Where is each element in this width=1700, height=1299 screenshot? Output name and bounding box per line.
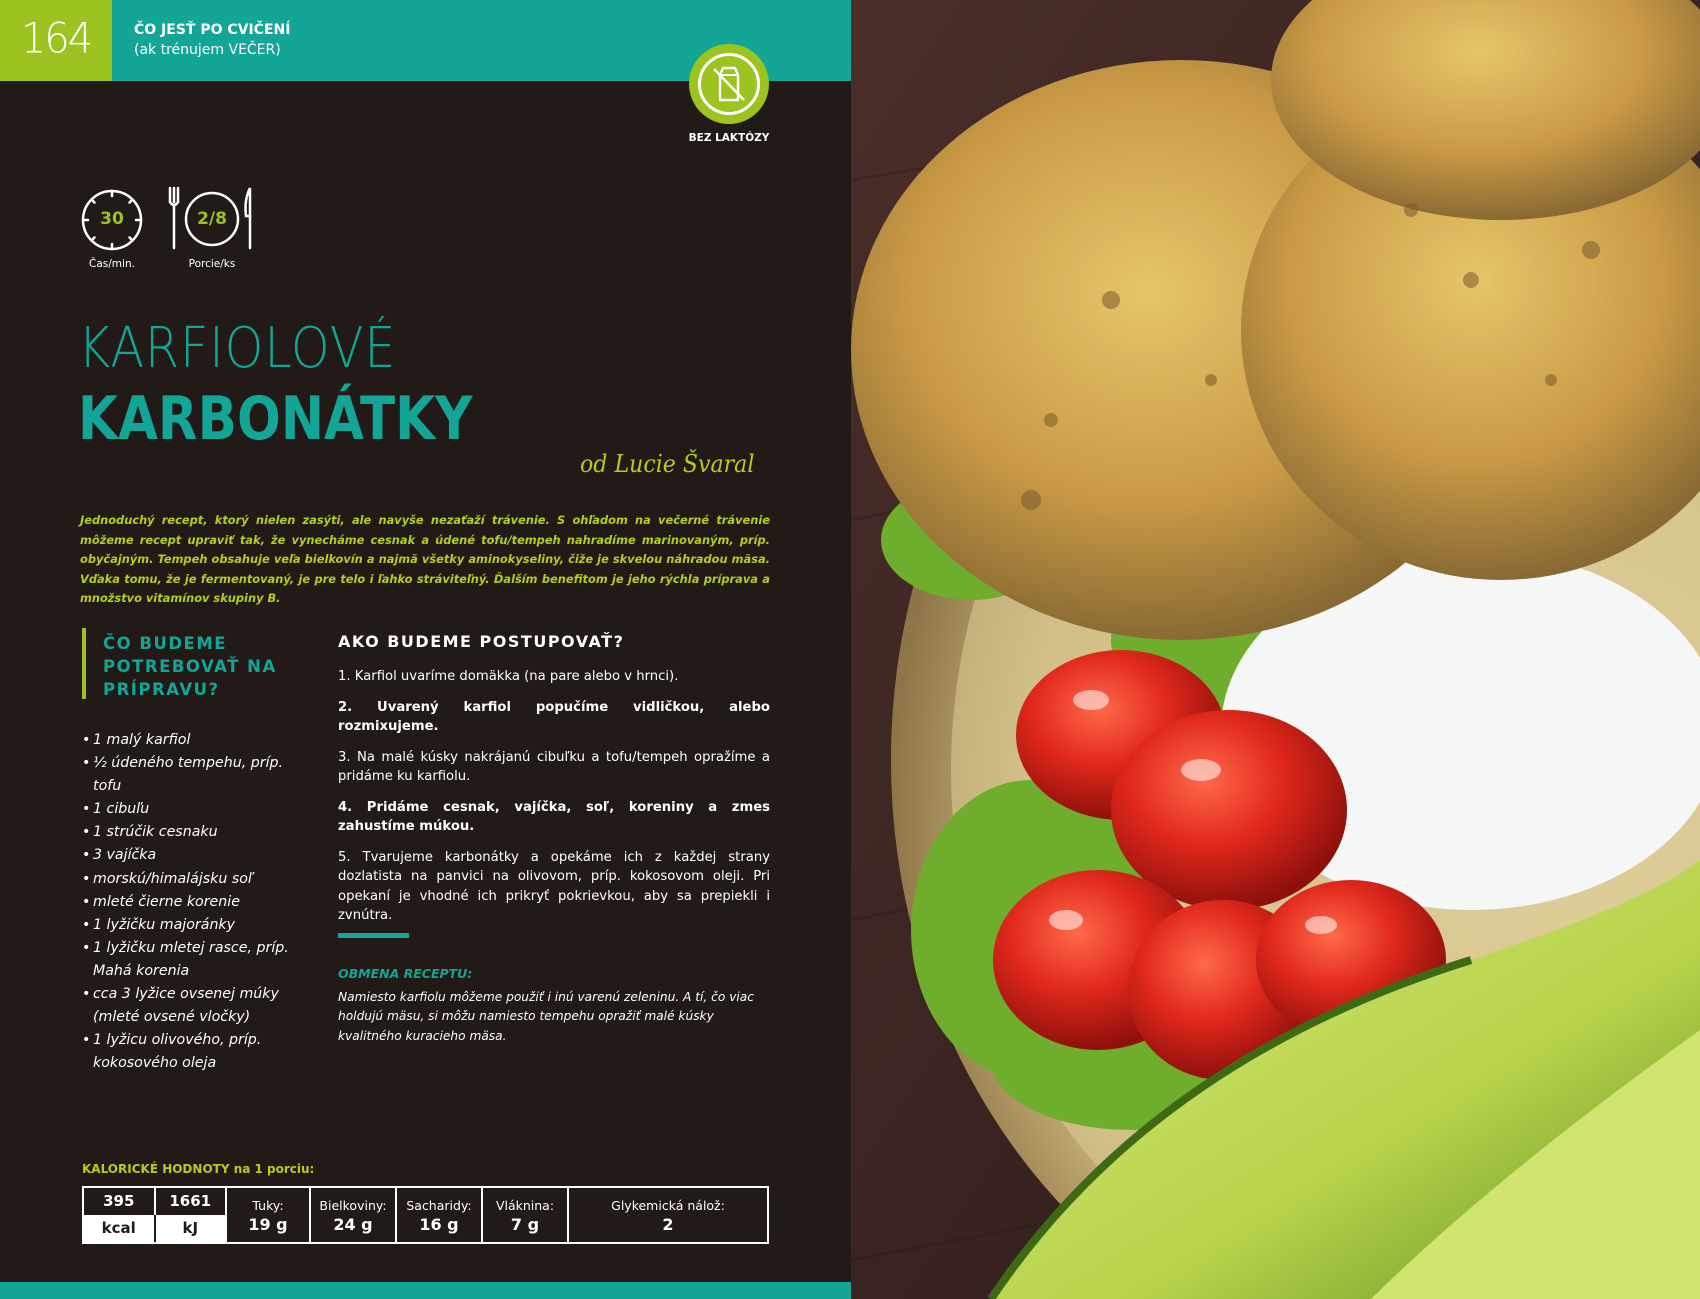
fiber-label: Vláknina: <box>495 1198 555 1213</box>
no-milk-carton-icon <box>689 44 769 124</box>
divider <box>338 933 409 938</box>
food-photo <box>851 0 1700 1299</box>
step-item: 5. Tvarujeme karbonátky a opekáme ich z každej strany dozlatista na panvici na olivovom, príp. kokosovom oleji. Pri opekaní je vhodné ich prikryť pokrievkou, aby sa prepiekli i zvnútra. <box>338 849 770 923</box>
list-item: • morskú/himalájsku soľ <box>82 868 292 891</box>
list-item: • 1 cibuľu <box>82 798 292 821</box>
list-item: • ½ údeného tempehu, príp. tofu <box>82 752 292 798</box>
nutrition-table <box>82 1186 769 1244</box>
food-photo-illustration <box>851 0 1700 1299</box>
nutrition-title: KALORICKÉ HODNOTY na 1 porciu: <box>82 1162 315 1176</box>
list-item: • mleté čierne korenie <box>82 891 292 914</box>
kj-value: 1661 <box>169 1192 212 1210</box>
fiber-cell <box>483 1188 569 1242</box>
badge-label: BEZ LAKTÓZY <box>688 132 770 144</box>
list-item: • 1 lyžicu olivového, príp. kokosového oleja <box>82 1029 292 1075</box>
carbs-label: Sacharidy: <box>406 1198 472 1213</box>
ingredients-heading: ČO BUDEME POTREBOVAŤ NA PRÍPRAVU? <box>103 634 277 699</box>
portions-value: 2/8 <box>197 209 227 229</box>
glycemic-load-label: Glykemická nálož: <box>611 1198 725 1213</box>
lactose-free-badge <box>689 44 769 124</box>
step-item: 4. Pridáme cesnak, vajíčka, soľ, koreniny a zmes zahustíme múkou. <box>338 799 770 834</box>
glycemic-load-value: 2 <box>662 1215 674 1234</box>
portions-label: Porcie/ks <box>188 258 236 270</box>
protein-cell <box>311 1188 397 1242</box>
fat-value: 19 g <box>248 1215 288 1234</box>
carbs-cell <box>397 1188 483 1242</box>
time-value: 30 <box>100 209 124 229</box>
author: od Lucie Švaral <box>580 450 755 478</box>
recipe-title-line1: KARFIOLOVÉ <box>78 316 397 381</box>
step-item: 3. Na malé kúsky nakrájanú cibuľku a tofu/tempeh opražíme a pridáme ku karfiolu. <box>338 749 770 784</box>
cherry-tomato <box>1111 710 1347 910</box>
footer-bar <box>0 1282 851 1299</box>
kj-unit: kJ <box>182 1219 199 1237</box>
protein-label: Bielkoviny: <box>319 1198 387 1213</box>
steps-heading: AKO BUDEME POSTUPOVAŤ? <box>338 632 625 651</box>
variation-heading: OBMENA RECEPTU: <box>338 966 473 981</box>
section-subtitle: (ak trénujem VEČER) <box>134 42 281 58</box>
list-item: • 1 strúčik cesnaku <box>82 821 292 844</box>
steps-list <box>338 667 770 937</box>
kcal-value: 395 <box>84 1188 156 1215</box>
fat-cell <box>227 1188 311 1242</box>
glycemic-load-cell <box>569 1188 767 1242</box>
kcal-unit: kcal <box>84 1215 156 1242</box>
step-item: 2. Uvarený karfiol popučíme vidličkou, alebo rozmixujeme. <box>338 699 770 734</box>
ingredients-accent-bar <box>82 628 86 699</box>
fiber-value: 7 g <box>510 1215 540 1234</box>
step-item: 1. Karfiol uvaríme domäkka (na pare alebo v hrnci). <box>338 669 679 684</box>
page-number: 164 <box>20 14 92 64</box>
list-item: • cca 3 lyžice ovsenej múky (mleté ovsené vločky) <box>82 983 292 1029</box>
intro-text: Jednoduchý recept, ktorý nielen zasýti, ale navyše nezaťaží trávenie. S ohľadom na večerné trávenie môžeme recept upraviť tak, že vynecháme cesnak a údené tofu/tempeh nahradíme marinovaným, príp. obyčajným. Tempeh obsahuje veľa bielkovín a najmä všetky aminokyseliny, čiže je skvelou náhradou mäsa. Vďaka tomu, že je fermentovaný, je pre telo i ľahko stráviteľný. Ďalším benefitom je jeho rýchla príprava a množstvo vitamínov skupiny B. <box>80 513 770 606</box>
page-number-box <box>0 0 112 81</box>
ingredients-list <box>82 729 292 1075</box>
energy-cell <box>84 1188 227 1242</box>
list-item: • 1 lyžičku mletej rasce, príp. Mahá korenia <box>82 937 292 983</box>
fat-label: Tuky: <box>252 1198 284 1213</box>
list-item: • 1 malý karfiol <box>82 729 292 752</box>
time-label: Čas/min. <box>89 258 135 270</box>
variation-text: Namiesto karfiolu môžeme použiť i inú varenú zeleninu. A tí, čo viac holdujú mäsu, si môžu namiesto tempehu opražiť malé kúsky kvalitného kuracieho mäsa. <box>338 990 754 1043</box>
list-item: • 3 vajíčka <box>82 844 292 867</box>
protein-value: 24 g <box>333 1215 373 1234</box>
carbs-value: 16 g <box>419 1215 459 1234</box>
recipe-title-line2: KARBONÁTKY <box>78 384 473 454</box>
section-title: ČO JESŤ PO CVIČENÍ <box>134 22 291 38</box>
list-item: • 1 lyžičku majoránky <box>82 914 292 937</box>
